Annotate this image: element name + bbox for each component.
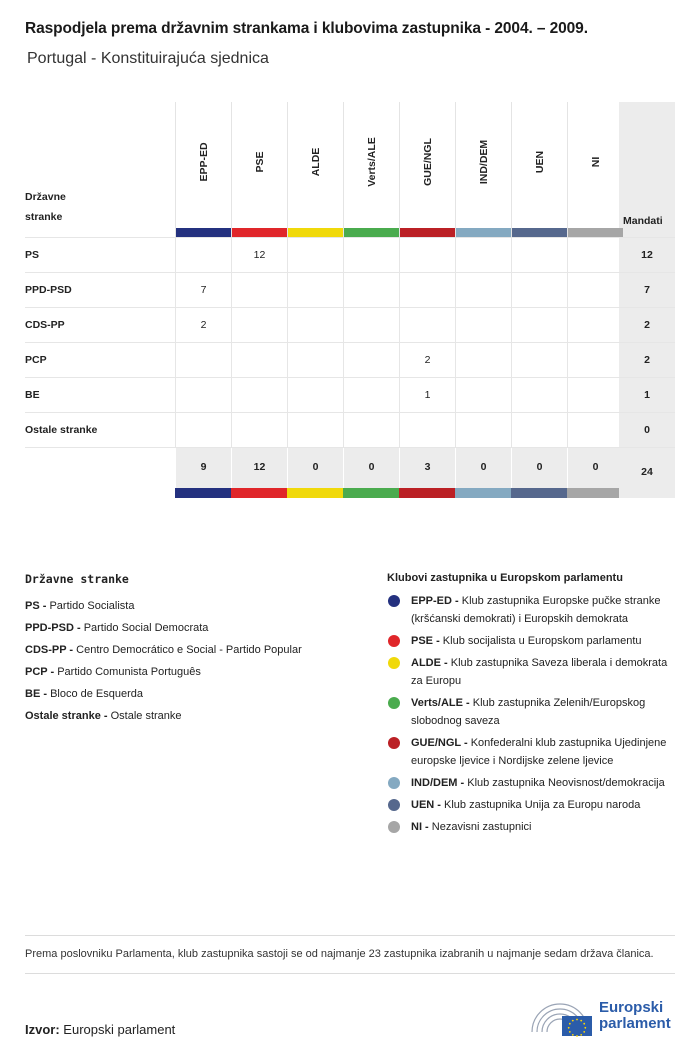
group-abbr: Verts/ALE -	[411, 697, 470, 709]
group-total-cell: 12	[231, 448, 287, 489]
group-color-bar	[567, 488, 623, 498]
group-color-dot	[388, 777, 400, 789]
group-color-bar	[176, 228, 231, 237]
group-color-bar	[231, 488, 287, 498]
seat-cell	[511, 343, 567, 378]
seat-cell	[567, 308, 623, 343]
groups-legend-title: Klubovi zastupnika u Europskom parlamentu	[387, 572, 623, 584]
group-abbr: NI -	[411, 821, 429, 833]
seat-cell	[287, 343, 343, 378]
political-group-legend-item	[387, 592, 677, 628]
row-total-cell: 1	[619, 378, 675, 413]
seat-cell	[175, 343, 231, 378]
seat-cell	[567, 238, 623, 273]
group-abbr: PSE -	[411, 635, 440, 647]
party-full-name: Centro Democrático e Social - Partido Popular	[76, 644, 302, 656]
group-color-dot	[388, 799, 400, 811]
footnote: Prema poslovniku Parlamenta, klub zastupnika sastoji se od najmanje 23 zastupnika izabranih u najmanje sedam država članica.	[25, 935, 675, 974]
group-column-header	[287, 102, 343, 237]
total-header-label: Mandati	[623, 215, 663, 227]
total-header	[619, 102, 675, 237]
group-total-cell: 0	[455, 448, 511, 489]
group-abbr: GUE/NGL -	[411, 737, 468, 749]
table-row	[25, 412, 675, 447]
page-title: Raspodjela prema državnim strankama i klubovima zastupnika - 2004. – 2009.	[25, 20, 588, 37]
hemicycle-icon	[528, 996, 592, 1038]
seat-cell	[511, 238, 567, 273]
group-column-label: Verts/ALE	[365, 137, 378, 187]
party-name: Ostale stranke	[25, 424, 98, 436]
seat-cell	[287, 273, 343, 308]
group-total-cell: 9	[175, 448, 231, 489]
seat-cell	[455, 343, 511, 378]
group-column-label: PSE	[253, 151, 266, 173]
group-full-name: Klub zastupnika Europske pučke stranke (kršćanski demokrati) i Europskih demokrata	[411, 595, 661, 625]
party-abbr: PCP -	[25, 666, 55, 678]
group-color-bar	[232, 228, 287, 237]
group-column-header	[343, 102, 399, 237]
national-party-legend-item	[25, 683, 375, 705]
group-column-label: IND/DEM	[477, 139, 490, 185]
group-color-bar	[511, 488, 567, 498]
group-color-dot	[388, 595, 400, 607]
page-subtitle: Portugal - Konstituirajuća sjednica	[27, 50, 269, 67]
political-group-legend-item	[387, 694, 677, 730]
seat-cell: 1	[399, 378, 455, 413]
seat-cell	[455, 238, 511, 273]
seat-cell	[231, 413, 287, 448]
table-header	[25, 102, 675, 237]
seat-cell	[567, 378, 623, 413]
group-total-cell: 0	[287, 448, 343, 489]
seat-cell	[343, 238, 399, 273]
seat-cell	[511, 273, 567, 308]
group-abbr: EPP-ED -	[411, 595, 459, 607]
group-color-dot	[388, 635, 400, 647]
group-full-name: Nezavisni zastupnici	[431, 821, 532, 833]
seat-cell	[399, 308, 455, 343]
row-total-cell: 7	[619, 273, 675, 308]
group-full-name: Klub socijalista u Europskom parlamentu	[442, 635, 642, 647]
group-color-bar	[399, 488, 455, 498]
seat-cell	[287, 378, 343, 413]
party-full-name: Partido Comunista Português	[57, 666, 201, 678]
table-row	[25, 307, 675, 342]
seat-cell	[231, 343, 287, 378]
seat-cell	[511, 378, 567, 413]
group-abbr: ALDE -	[411, 657, 448, 669]
source-value: Europski parlament	[63, 1022, 176, 1037]
seat-cell	[455, 413, 511, 448]
group-column-header	[567, 102, 623, 237]
national-party-legend-item	[25, 705, 375, 727]
seat-cell	[343, 378, 399, 413]
national-party-legend-item	[25, 639, 375, 661]
seat-cell	[175, 238, 231, 273]
logo-text	[599, 1000, 671, 1032]
group-color-bar	[344, 228, 399, 237]
group-total-cell: 0	[511, 448, 567, 489]
source-line	[25, 1022, 175, 1037]
group-color-dot	[388, 737, 400, 749]
political-group-legend-item	[387, 632, 677, 650]
seat-cell	[511, 413, 567, 448]
political-groups-legend	[387, 572, 677, 840]
group-column-label: UEN	[533, 150, 546, 174]
seat-cell	[231, 308, 287, 343]
group-column-label: ALDE	[309, 147, 322, 177]
seat-cell: 2	[399, 343, 455, 378]
group-full-name: Klub zastupnika Zelenih/Europskog slobodnog saveza	[411, 697, 646, 727]
seat-cell	[399, 273, 455, 308]
seat-cell	[455, 308, 511, 343]
national-legend-title: Državne stranke	[25, 572, 129, 586]
political-group-legend-item	[387, 774, 677, 792]
seat-cell	[511, 308, 567, 343]
grand-total-cell: 24	[619, 448, 675, 498]
party-name: PPD-PSD	[25, 284, 72, 296]
table-row	[25, 272, 675, 307]
seat-cell	[343, 308, 399, 343]
group-column-header	[455, 102, 511, 237]
group-color-bar	[288, 228, 343, 237]
seat-cell	[231, 273, 287, 308]
row-total-cell: 2	[619, 308, 675, 343]
group-full-name: Konfederalni klub zastupnika Ujedinjene europske ljevice i Nordijske zelene ljevice	[411, 737, 667, 767]
seat-cell: 2	[175, 308, 231, 343]
group-color-bar	[287, 488, 343, 498]
party-abbr: Ostale stranke -	[25, 710, 108, 722]
group-color-dot	[388, 821, 400, 833]
group-color-bar	[456, 228, 511, 237]
party-abbr: CDS-PP -	[25, 644, 74, 656]
seat-cell	[567, 343, 623, 378]
group-column-label: NI	[589, 156, 602, 168]
political-group-legend-item	[387, 818, 677, 836]
national-party-legend-item	[25, 595, 375, 617]
national-party-legend-item	[25, 617, 375, 639]
political-group-legend-item	[387, 734, 677, 770]
seat-cell	[175, 413, 231, 448]
seat-cell	[455, 378, 511, 413]
seat-cell: 12	[231, 238, 287, 273]
party-full-name: Ostale stranke	[110, 710, 182, 722]
group-abbr: IND/DEM -	[411, 777, 465, 789]
political-group-legend-item	[387, 796, 677, 814]
political-group-legend-item	[387, 654, 677, 690]
row-total-cell: 0	[619, 413, 675, 448]
group-color-bar	[455, 488, 511, 498]
party-full-name: Partido Social Democrata	[83, 622, 209, 634]
seat-cell	[175, 378, 231, 413]
group-color-dot	[388, 697, 400, 709]
party-name: BE	[25, 389, 40, 401]
party-name: PS	[25, 249, 40, 261]
seat-cell	[287, 238, 343, 273]
logo-line-1: Europski	[599, 999, 664, 1016]
table-row	[25, 237, 675, 272]
group-total-cell: 0	[343, 448, 399, 489]
group-total-cell: 3	[399, 448, 455, 489]
source-label: Izvor:	[25, 1022, 60, 1037]
seat-cell	[343, 413, 399, 448]
group-column-header	[175, 102, 231, 237]
seat-cell	[567, 413, 623, 448]
group-color-dot	[388, 657, 400, 669]
group-color-bar	[400, 228, 455, 237]
group-column-label: GUE/NGL	[421, 138, 434, 186]
table-row	[25, 377, 675, 412]
seat-cell: 7	[175, 273, 231, 308]
seat-cell	[287, 413, 343, 448]
seat-cell	[455, 273, 511, 308]
party-full-name: Partido Socialista	[49, 600, 135, 612]
seat-cell	[567, 273, 623, 308]
row-header-label: Državne stranke	[25, 191, 66, 223]
seat-cell	[343, 343, 399, 378]
party-full-name: Bloco de Esquerda	[50, 688, 144, 700]
group-full-name: Klub zastupnika Saveza liberala i demokrata za Europu	[411, 657, 668, 687]
group-color-bar	[568, 228, 623, 237]
national-parties-legend	[25, 572, 375, 727]
table-row	[25, 342, 675, 377]
party-abbr: PPD-PSD -	[25, 622, 81, 634]
party-name: PCP	[25, 354, 47, 366]
party-name: CDS-PP	[25, 319, 65, 331]
national-party-legend-item	[25, 661, 375, 683]
seat-cell	[399, 413, 455, 448]
european-parliament-logo	[528, 996, 678, 1038]
totals-row	[25, 447, 675, 497]
group-full-name: Klub zastupnika Neovisnost/demokracija	[467, 777, 665, 789]
group-full-name: Klub zastupnika Unija za Europu naroda	[444, 799, 641, 811]
seat-cell	[399, 238, 455, 273]
row-total-cell: 12	[619, 238, 675, 273]
logo-line-2: parlament	[599, 1015, 671, 1032]
party-abbr: PS -	[25, 600, 47, 612]
seat-cell	[343, 273, 399, 308]
group-abbr: UEN -	[411, 799, 441, 811]
party-abbr: BE -	[25, 688, 47, 700]
group-column-header	[399, 102, 455, 237]
group-column-label: EPP-ED	[197, 142, 210, 182]
group-column-header	[511, 102, 567, 237]
row-total-cell: 2	[619, 343, 675, 378]
seat-cell	[287, 308, 343, 343]
group-color-bar	[175, 488, 231, 498]
group-total-cell: 0	[567, 448, 623, 489]
group-color-bar	[512, 228, 567, 237]
group-color-bar	[343, 488, 399, 498]
group-column-header	[231, 102, 287, 237]
seat-cell	[231, 378, 287, 413]
